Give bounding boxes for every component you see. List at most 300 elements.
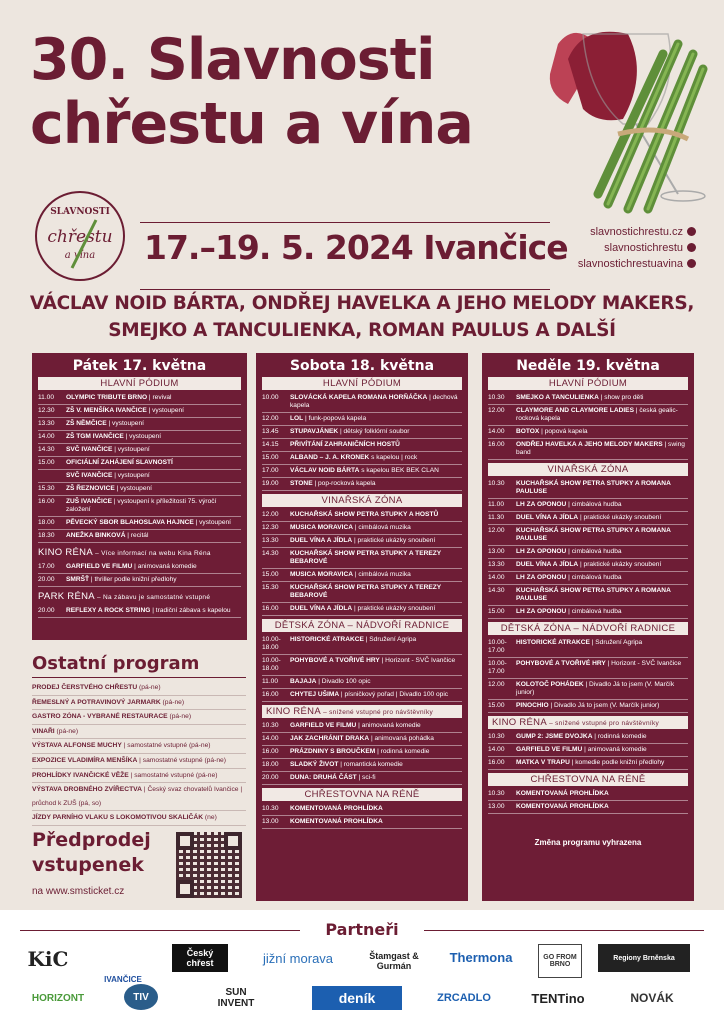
row-time: 16.00 xyxy=(262,748,279,755)
partner-logo-tiv: TIV xyxy=(124,984,158,1010)
row-event-title: CLAYMORE AND CLAYMORE LADIES xyxy=(516,407,634,414)
row-time: 17.00 xyxy=(262,467,279,474)
facebook-link[interactable] xyxy=(556,240,696,256)
sunday-main-list xyxy=(488,392,688,460)
friday-column xyxy=(32,353,247,640)
saturday-cinema-stage xyxy=(262,705,462,718)
row-time: 18.00 xyxy=(262,761,279,768)
row-event-title: ZŠ TGM IVANČICE xyxy=(66,433,124,440)
schedule-row xyxy=(38,530,241,543)
row-event-detail: | rodinná komedie xyxy=(592,733,647,740)
row-event xyxy=(516,514,688,522)
row-event xyxy=(290,524,462,532)
row-event xyxy=(66,576,241,584)
row-event-title: HISTORICKÉ ATRAKCE xyxy=(290,636,364,643)
other-item-detail: | samostatné vstupné (pá-ne) xyxy=(121,742,211,750)
row-event-detail: | cimbálová hudba xyxy=(566,548,622,555)
row-event xyxy=(290,605,462,613)
row-event-detail: | dětský folklórní soubor xyxy=(338,428,410,435)
row-event xyxy=(290,678,462,686)
row-time: 14.30 xyxy=(262,550,279,557)
sunday-kids-list xyxy=(488,637,688,713)
saturday-chrestovna-list xyxy=(262,803,462,829)
other-program-heading: Ostatní program xyxy=(32,653,246,678)
other-item-detail: (pá-ne) xyxy=(160,698,185,706)
row-event-detail: | písničkový pořad | Divadlo 100 opic xyxy=(339,691,449,698)
row-event-title: OFICIÁLNÍ ZAHÁJENÍ SLAVNOSTÍ xyxy=(66,459,173,466)
row-event xyxy=(66,459,241,467)
schedule-row xyxy=(488,439,688,460)
row-event-detail: | sci-fi xyxy=(356,774,376,781)
saturday-kids-stage: DĚTSKÁ ZÓNA – NÁDVOŘÍ RADNICE xyxy=(262,619,462,632)
row-event-title: GARFIELD VE FILMU xyxy=(516,746,583,753)
row-event-detail: | dechová kapela xyxy=(290,394,458,409)
qr-finder-tl xyxy=(176,832,194,850)
other-item-detail: | Český svaz chovatelů Ivančice | průchod k ZUŠ (pá, so) xyxy=(32,786,243,807)
wine-asparagus-illustration xyxy=(528,14,718,214)
saturday-cinema-list xyxy=(262,720,462,785)
friday-park-note: – Na zábavu je samostatné vstupné xyxy=(94,594,211,601)
row-time: 10.00-17.00 xyxy=(488,639,507,654)
row-event xyxy=(516,587,688,603)
row-time: 16.00 xyxy=(262,605,279,612)
partner-logo-regiony: Regiony Brněnska xyxy=(598,944,690,972)
instagram-icon xyxy=(687,259,696,268)
other-item-detail: | samostatné vstupné (pá-ne) xyxy=(137,756,227,764)
row-event-detail: | praktické ukázky snoubení xyxy=(352,605,436,612)
saturday-column xyxy=(256,353,468,901)
row-event-title: ZŠ V. MENŠÍKA IVANČICE xyxy=(66,407,147,414)
schedule-row xyxy=(488,499,688,512)
schedule-row xyxy=(38,418,241,431)
row-event-title: DUEL VÍNA A JÍDLA xyxy=(290,605,353,612)
row-time: 15.00 xyxy=(488,702,505,709)
schedule-row xyxy=(262,720,462,733)
partner-logo-horizont: HORIZONT xyxy=(31,992,85,1004)
row-event-detail: | česká gealic-rocková kapela xyxy=(516,407,678,422)
other-program-item xyxy=(32,725,246,740)
row-event xyxy=(516,681,688,697)
row-event-title: ZŠ NĚMČICE xyxy=(66,420,107,427)
row-time: 20.00 xyxy=(38,607,55,614)
row-event xyxy=(516,759,688,767)
row-event-title: BAJAJA xyxy=(290,678,317,685)
other-program-item xyxy=(32,783,246,811)
partner-logo-denik: deník xyxy=(312,986,402,1010)
row-time: 12.00 xyxy=(488,681,505,688)
row-time: 11.00 xyxy=(38,394,55,401)
event-date-location xyxy=(140,222,568,290)
row-event-detail: | Horizont - SVČ Ivančice xyxy=(379,657,456,664)
schedule-row xyxy=(488,637,688,658)
row-event xyxy=(66,519,241,527)
row-time: 18.00 xyxy=(38,519,55,526)
other-item-detail: (ne) xyxy=(203,814,217,822)
row-event xyxy=(290,454,462,462)
row-event xyxy=(516,407,688,423)
row-event-detail: | vystoupení xyxy=(112,472,150,479)
row-event-title: KOLOTOČ POHÁDEK xyxy=(516,681,584,688)
row-event xyxy=(290,537,462,545)
schedule-row xyxy=(262,759,462,772)
sunday-main-stage: HLAVNÍ PÓDIUM xyxy=(488,377,688,390)
row-time: 17.00 xyxy=(38,563,55,570)
row-event xyxy=(516,394,688,402)
row-event xyxy=(290,550,462,566)
schedule-row xyxy=(262,426,462,439)
other-program xyxy=(32,653,246,826)
row-time: 15.00 xyxy=(262,571,279,578)
schedule-row xyxy=(488,731,688,744)
row-time: 10.30 xyxy=(488,733,505,740)
row-time: 18.30 xyxy=(38,532,55,539)
sunday-kids-stage: DĚTSKÁ ZÓNA – NÁDVOŘÍ RADNICE xyxy=(488,622,688,635)
row-time: 12.00 xyxy=(262,511,279,518)
other-item-title: JÍZDY PARNÍHO VLAKU S LOKOMOTIVOU SKALIČÁK xyxy=(32,814,204,822)
row-event-detail: | vystoupení xyxy=(106,420,144,427)
web-icon xyxy=(687,227,696,236)
saturday-chrestovna-stage: CHŘESTOVNA NA RÉNĚ xyxy=(262,788,462,801)
schedule-row xyxy=(262,746,462,759)
row-event-detail: | vystoupení xyxy=(193,519,232,526)
row-event-detail: | Divadlo Já to jsem (V. Marčík junior) xyxy=(516,681,675,696)
row-event-title: KOMENTOVANÁ PROHLÍDKA xyxy=(516,803,609,810)
row-event xyxy=(290,748,462,756)
schedule-row xyxy=(262,676,462,689)
partner-logo-stamgast: Štamgast & Gurmán xyxy=(369,951,419,971)
schedule-row xyxy=(262,803,462,816)
row-event xyxy=(290,571,462,579)
other-item-title: VÝSTAVA ALFONSE MUCHY xyxy=(32,742,122,750)
row-time: 13.30 xyxy=(38,420,55,427)
row-event-detail: | pop-rocková kapela xyxy=(312,480,376,487)
row-time: 15.00 xyxy=(38,459,55,466)
row-event-detail: | animovaná komedie xyxy=(582,746,647,753)
partner-logo-kic: KiC xyxy=(27,947,69,971)
row-event-title: ZUŠ IVANČICE xyxy=(66,498,113,505)
other-item-detail: | samostatné vstupné (pá-ne) xyxy=(128,771,218,779)
sunday-cinema-note: – snížené vstupné pro návštěvníky xyxy=(546,720,660,727)
schedule-row xyxy=(262,392,462,413)
row-event-detail: | Divadlo Já to jsem (V. Marčík junior) xyxy=(548,702,660,709)
schedule-row xyxy=(262,816,462,829)
other-program-item xyxy=(32,739,246,754)
friday-park-label: PARK RÉNA xyxy=(38,591,95,602)
schedule-row xyxy=(38,431,241,444)
row-time: 13.00 xyxy=(488,803,505,810)
row-event-detail: | cimbálová muzika xyxy=(353,524,411,531)
row-event xyxy=(516,501,688,509)
schedule-row xyxy=(38,392,241,405)
instagram-link[interactable] xyxy=(556,256,696,272)
row-event-title: SLOVÁCKÁ KAPELA ROMANA HORŇÁČKA xyxy=(290,394,428,401)
other-item-title: GASTRO ZÓNA - VYBRANÉ RESTAURACE xyxy=(32,713,168,721)
partner-logo-jizni-morava: jižní morava xyxy=(262,950,334,966)
row-event-detail: | Divadlo 100 opic xyxy=(316,678,371,685)
row-time: 11.30 xyxy=(488,514,505,521)
logo-text-1: SLAVNOSTI xyxy=(50,207,110,217)
partners-heading: Partneři xyxy=(325,920,399,939)
other-item-title: EXPOZICE VLADIMÍRA MENŠÍKA xyxy=(32,756,138,764)
row-event-detail: | funk-popová kapela xyxy=(303,415,367,422)
row-event xyxy=(290,636,462,652)
sunday-wine-stage: VINAŘSKÁ ZÓNA xyxy=(488,463,688,476)
friday-main-list xyxy=(38,392,241,543)
row-time: 16.00 xyxy=(38,498,55,505)
schedule-row xyxy=(262,689,462,702)
row-event-title: STUPAVJÁNEK xyxy=(290,428,339,435)
schedule-row xyxy=(262,522,462,535)
row-event-detail: | show pro děti xyxy=(598,394,644,401)
other-item-title: PRODEJ ČERSTVÉHO CHŘESTU xyxy=(32,684,138,691)
row-event-detail: | cimbálová muzika xyxy=(353,571,411,578)
row-event-title: MUSICA MORAVICA xyxy=(290,571,354,578)
row-event xyxy=(516,639,688,655)
schedule-row xyxy=(488,478,688,499)
row-time: 15.00 xyxy=(262,454,279,461)
sunday-cinema-list xyxy=(488,731,688,770)
row-event xyxy=(290,394,462,410)
row-event-title: BOTOX xyxy=(516,428,540,435)
row-time: 13.30 xyxy=(262,537,279,544)
row-event-detail: | vystoupení xyxy=(123,433,162,440)
row-event xyxy=(290,511,462,519)
row-event-title: REFLEXY A ROCK STRING xyxy=(66,607,151,614)
other-item-detail: (pá-ne) xyxy=(137,684,161,691)
row-time: 14.00 xyxy=(262,735,279,742)
row-event xyxy=(516,608,688,616)
row-event xyxy=(516,428,688,436)
row-event-title: KUCHAŘSKÁ SHOW PETRA STUPKY A TEREZY BEBAROVÉ xyxy=(290,550,442,565)
row-time: 10.30 xyxy=(488,394,505,401)
partners-section xyxy=(0,910,724,1024)
row-event-title: SVČ IVANČICE xyxy=(66,472,113,479)
row-event-title: MUSICA MORAVICA xyxy=(290,524,354,531)
schedule-row xyxy=(488,658,688,679)
schedule-row xyxy=(488,572,688,585)
schedule-row xyxy=(488,546,688,559)
logo-text-3: a vína xyxy=(64,250,96,261)
row-time: 14.00 xyxy=(488,746,505,753)
saturday-cinema-note: – snížené vstupné pro návštěvníky xyxy=(320,709,434,716)
row-time: 10.30 xyxy=(488,480,505,487)
other-item-title: VÝSTAVA DROBNÉHO ZVÍŘECTVA xyxy=(32,786,142,794)
row-event-detail: | animovaná komedie xyxy=(356,722,421,729)
row-time: 10.00 xyxy=(262,394,279,401)
row-event-title: ANEŽKA BINKOVÁ xyxy=(66,532,126,539)
row-event xyxy=(516,480,688,496)
schedule-row xyxy=(262,772,462,785)
festival-logo xyxy=(34,190,126,282)
schedule-row xyxy=(488,757,688,770)
row-event xyxy=(66,472,241,480)
schedule-row xyxy=(488,405,688,426)
friday-park-list xyxy=(38,605,241,618)
row-event-detail: s kapelou BEK BEK CLAN xyxy=(359,467,439,474)
row-time: 20.00 xyxy=(38,576,55,583)
facebook-icon xyxy=(687,243,696,252)
other-item-title: PROHLÍDKY IVANČICKÉ VĚŽE xyxy=(32,771,129,779)
row-event-title: GUMP 2: JSME DVOJKA xyxy=(516,733,593,740)
row-time: 14.00 xyxy=(38,433,55,440)
website-text: slavnostichrestu.cz xyxy=(590,226,683,238)
website-link[interactable] xyxy=(556,224,696,240)
sunday-wine-list xyxy=(488,478,688,619)
presale-line-1: Předprodej xyxy=(32,829,151,851)
row-event-detail: | vystoupení xyxy=(112,446,150,453)
schedule-row xyxy=(262,569,462,582)
schedule-row xyxy=(488,801,688,814)
schedule-row xyxy=(262,603,462,616)
row-event-title: LH ZA OPONOU xyxy=(516,608,567,615)
other-program-item xyxy=(32,769,246,784)
row-event xyxy=(290,774,462,782)
row-event xyxy=(516,561,688,569)
other-program-item xyxy=(32,754,246,769)
row-event-title: GARFIELD VE FILMU xyxy=(66,563,133,570)
row-event-detail: | vystoupení k příležitosti 75. výročí založení xyxy=(66,498,217,513)
row-event xyxy=(516,746,688,754)
row-time: 14.00 xyxy=(488,428,505,435)
schedule-row xyxy=(262,452,462,465)
row-event-title: STONE xyxy=(290,480,313,487)
schedule-row xyxy=(488,525,688,546)
row-event-title: PRÁZDNINY S BROUČKEM xyxy=(290,748,376,755)
partner-logo-sun-invent: SUN INVENT xyxy=(217,987,255,1009)
row-event-title: OLYMPIC TRIBUTE BRNO xyxy=(66,394,148,401)
date-text: 17.–19. 5. 2024 Ivančice xyxy=(144,228,568,267)
friday-cinema-stage xyxy=(38,546,241,559)
row-event-detail: | animovaná komedie xyxy=(132,563,197,570)
row-event xyxy=(290,657,462,673)
other-item-detail: (pá-ne) xyxy=(54,727,79,735)
sunday-chrestovna-stage: CHŘESTOVNA NA RÉNĚ xyxy=(488,773,688,786)
schedule-row xyxy=(262,535,462,548)
row-event-detail: | Sdružení Agripa xyxy=(363,636,417,643)
row-time: 19.00 xyxy=(262,480,279,487)
row-event xyxy=(290,467,462,475)
row-time: 16.00 xyxy=(262,691,279,698)
row-time: 12.30 xyxy=(262,524,279,531)
row-event xyxy=(516,660,688,676)
row-time: 12.00 xyxy=(488,407,505,414)
row-event-detail: | cimbálová hudba xyxy=(566,608,622,615)
sunday-cinema-label: KINO RÉNA xyxy=(492,717,547,728)
partner-logo-gofrombrno: GO FROM BRNO xyxy=(538,944,582,978)
schedule-row xyxy=(488,559,688,572)
schedule-row xyxy=(262,439,462,452)
row-event xyxy=(516,441,688,457)
row-event xyxy=(290,691,462,699)
title-line-2: chřestu a vína xyxy=(30,91,473,157)
row-event-title: ONDŘEJ HAVELKA A JEHO MELODY MAKERS xyxy=(516,441,663,448)
sunday-heading: Neděle 19. května xyxy=(516,358,660,374)
row-event xyxy=(66,433,241,441)
schedule-row xyxy=(38,496,241,517)
row-event-detail: | swing band xyxy=(516,441,685,456)
row-event-detail: | recitál xyxy=(125,532,149,539)
row-event-detail: | cimbálová hudba xyxy=(566,574,622,581)
schedule-row xyxy=(262,733,462,746)
row-time: 13.00 xyxy=(488,548,505,555)
row-event-title: DUEL VÍNA A JÍDLA xyxy=(516,561,579,568)
row-event xyxy=(66,532,241,540)
row-time: 10.30 xyxy=(262,805,279,812)
row-event-title: KUCHAŘSKÁ SHOW PETRA STUPKY A HOSTŮ xyxy=(290,511,439,518)
schedule-row xyxy=(262,413,462,426)
row-time xyxy=(38,472,66,480)
row-time: 10.00-18.00 xyxy=(262,657,281,672)
schedule-row xyxy=(38,605,241,618)
row-event-title: KUCHAŘSKÁ SHOW PETRA STUPKY A ROMANA PAULUSE xyxy=(516,527,671,542)
row-event-title: SVČ IVANČICE xyxy=(66,446,113,453)
row-event-detail: | popová kapela xyxy=(539,428,588,435)
row-event-title: PINOCHIO xyxy=(516,702,549,709)
instagram-text: slavnostichrestuavina xyxy=(577,258,683,270)
saturday-wine-list xyxy=(262,509,462,616)
other-program-list xyxy=(32,681,246,826)
row-time: 15.00 xyxy=(488,608,505,615)
row-event-detail: | praktické ukázky snoubení xyxy=(578,561,662,568)
other-item-title: ŘEMESLNÝ A POTRAVINOVÝ JARMARK xyxy=(32,698,161,706)
schedule-row xyxy=(488,585,688,606)
row-event xyxy=(290,584,462,600)
partner-logo-thermona: Thermona xyxy=(449,949,513,965)
row-event xyxy=(66,485,241,493)
row-event-title: LOL xyxy=(290,415,304,422)
friday-heading: Pátek 17. května xyxy=(72,358,207,374)
schedule-row xyxy=(38,405,241,418)
schedule-row xyxy=(488,744,688,757)
saturday-main-stage: HLAVNÍ PÓDIUM xyxy=(262,377,462,390)
row-event-title: JAK ZACHRÁNIT DRAKA xyxy=(290,735,370,742)
row-event-detail: | romantická komedie xyxy=(338,761,403,768)
schedule-row xyxy=(488,392,688,405)
presale-url[interactable]: na www.smsticket.cz xyxy=(32,886,125,897)
qr-code[interactable] xyxy=(176,832,242,898)
schedule-row xyxy=(38,470,241,483)
schedule-row xyxy=(262,478,462,491)
row-event-detail: | cimbálová hudba xyxy=(566,501,622,508)
row-event-title: MATKA V TRAPU xyxy=(516,759,570,766)
row-event-detail: | tradiční zábava s kapelou xyxy=(150,607,231,614)
schedule-row xyxy=(38,483,241,496)
schedule-row xyxy=(38,517,241,530)
schedule-row xyxy=(488,700,688,713)
saturday-main-list xyxy=(262,392,462,491)
schedule-row xyxy=(38,444,241,457)
row-event-title: LH ZA OPONOU xyxy=(516,501,567,508)
page-title xyxy=(30,28,473,156)
row-event-title: POHYBOVÉ A TVOŘIVÉ HRY xyxy=(516,660,606,667)
qr-finder-tr xyxy=(224,832,242,850)
partner-logo-cesky-chrest: Český chřest xyxy=(172,944,228,972)
friday-cinema-note: – Více informací na webu Kina Réna xyxy=(92,550,211,557)
row-time: 10.00-18.00 xyxy=(262,636,281,651)
schedule-row xyxy=(488,512,688,525)
row-event-detail: | Horizont - SVČ Ivančice xyxy=(605,660,682,667)
row-time: 13.30 xyxy=(488,561,505,568)
row-event xyxy=(290,805,462,813)
row-event xyxy=(516,574,688,582)
row-time: 12.00 xyxy=(488,527,505,534)
row-event-title: DUNA: DRUHÁ ČÁST xyxy=(290,774,357,781)
row-time: 12.00 xyxy=(262,415,279,422)
row-time: 14.00 xyxy=(488,574,505,581)
row-event-detail: | vystoupení xyxy=(146,407,185,414)
program-change-note: Změna programu vyhrazena xyxy=(534,838,642,847)
schedule-row xyxy=(262,548,462,569)
